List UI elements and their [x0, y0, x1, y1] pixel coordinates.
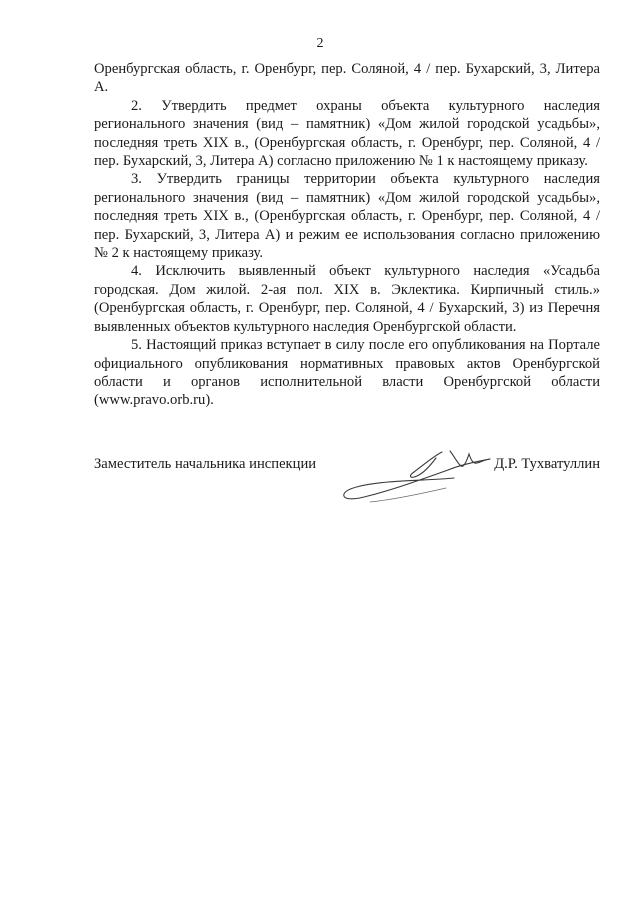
signatory-position: Заместитель начальника инспекции: [94, 456, 317, 472]
paragraph-item-4: 4. Исключить выявленный объект культурного наследия «Усадьба городская. Дом жилой. 2-ая пол. XIX в. Эклектика. Кирпичный стиль.» (Оренбургская область, г. Оренбург, пер. Соляной, 4 / Бухарский, 3) из Перечня выявленных объектов культурного наследия Оренбургской области.: [94, 263, 600, 335]
paragraph-item-5: 5. Настоящий приказ вступает в силу после его опубликования на Портале официального опубликования нормативных правовых актов Оренбургской области и органов исполнительной власти Оренбургской области (www.pravo.orb.ru).: [94, 337, 600, 409]
page-number: 2: [316, 36, 324, 51]
paragraph-item-2: 2. Утвердить предмет охраны объекта культурного наследия регионального значения (вид – памятник) «Дом жилой городской усадьбы», последняя треть XIX в., (Оренбургская область, г. Оренбург, пер. Соляной, 4 / пер. Бухарский, 3, Литера А) согласно приложению № 1 к настоящему приказу.: [94, 97, 600, 170]
document-body: [94, 60, 600, 410]
paragraph-item-3: 3. Утвердить границы территории объекта культурного наследия регионального значения (вид – памятник) «Дом жилой городской усадьбы», последняя треть XIX в., (Оренбургская область, г. Оренбург, пер. Соляной, 4 / пер. Бухарский, 3, Литера А) и режим ее использования согласно приложению № 2 к настоящему приказу.: [94, 171, 600, 262]
signatory-name: Д.Р. Тухватуллин: [494, 456, 600, 472]
paragraph-continuation: Оренбургская область, г. Оренбург, пер. Соляной, 4 / пер. Бухарский, 3, Литера А.: [94, 61, 600, 96]
signature-block: [94, 456, 600, 526]
handwritten-signature: [330, 442, 500, 514]
